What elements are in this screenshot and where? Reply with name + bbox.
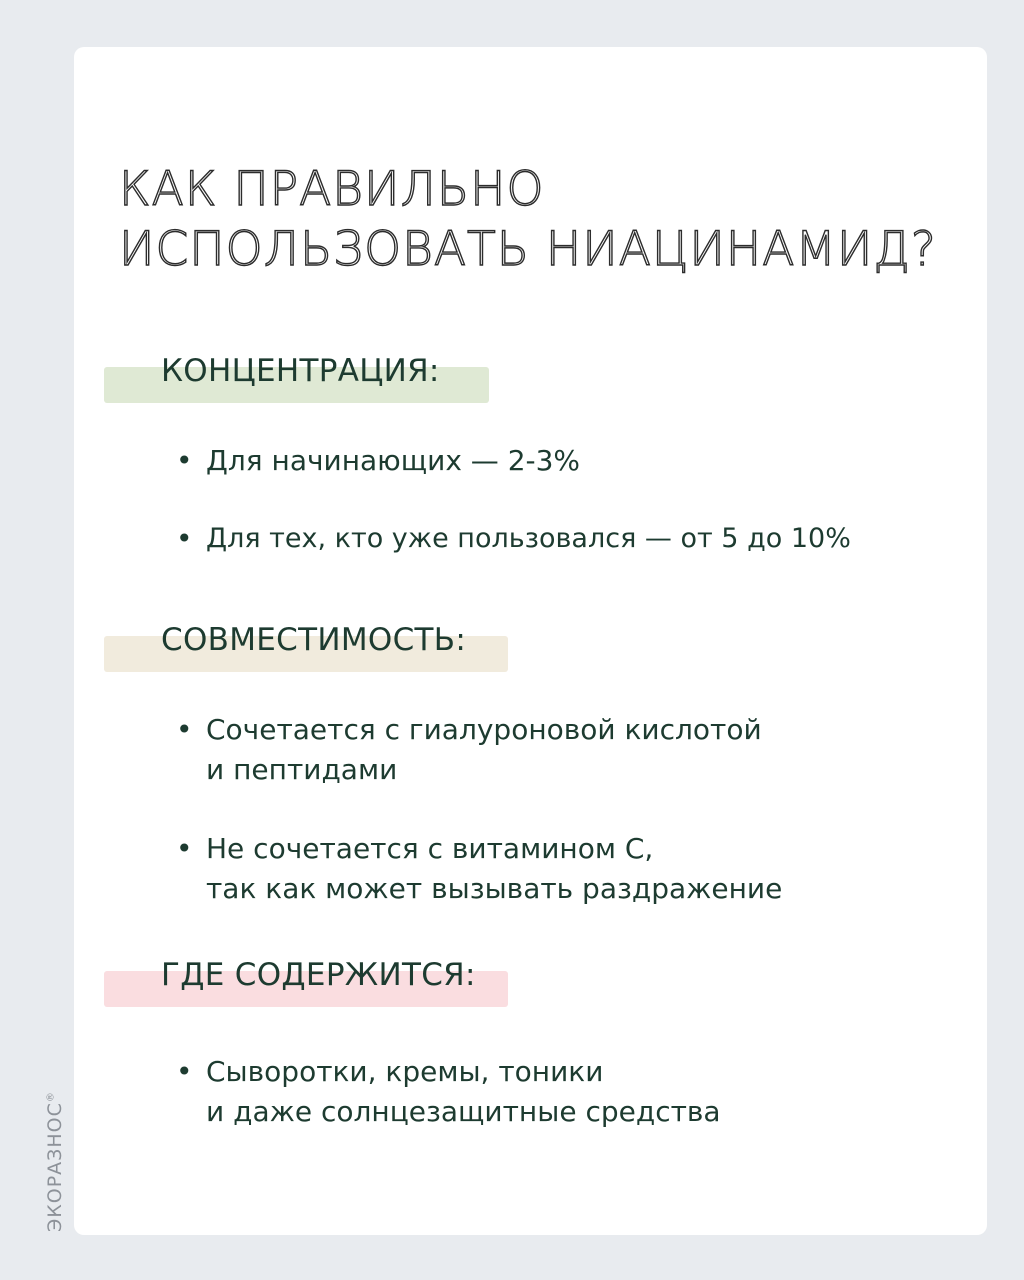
brand-logo bbox=[44, 1091, 66, 1232]
list-item-text: Для тех, кто уже пользовался — от 5 до 10% bbox=[206, 523, 851, 554]
list-item-text: и пептидами bbox=[206, 753, 398, 786]
list-item-text: Не сочетается с витамином С, bbox=[206, 832, 654, 865]
brand-name: ЭКОРАЗНОС bbox=[44, 1102, 66, 1232]
registered-mark: ® bbox=[45, 1091, 57, 1103]
bullet-icon: • bbox=[176, 522, 193, 555]
list-item-text: и даже солнцезащитные средства bbox=[206, 1095, 721, 1128]
section-heading-label: СОВМЕСТИМОСТЬ: bbox=[161, 622, 467, 658]
list-item-text: Для начинающих — 2-3% bbox=[206, 444, 581, 477]
list-item bbox=[176, 829, 782, 909]
list-item bbox=[176, 441, 580, 481]
list-item-text: так как может вызывать раздражение bbox=[206, 872, 783, 905]
section-heading-label: КОНЦЕНТРАЦИЯ: bbox=[161, 353, 440, 389]
list-item-text: Сочетается с гиалуроновой кислотой bbox=[206, 713, 762, 746]
list-item-text: Сыворотки, кремы, тоники bbox=[206, 1055, 604, 1088]
section-heading-label: ГДЕ СОДЕРЖИТСЯ: bbox=[161, 957, 476, 993]
page-title bbox=[119, 160, 937, 280]
bullet-icon: • bbox=[176, 713, 193, 746]
list-item bbox=[176, 519, 851, 559]
title-line-2: ИСПОЛЬЗОВАТЬ НИАЦИНАМИД? bbox=[119, 222, 937, 277]
list-item bbox=[176, 1052, 721, 1132]
bullet-icon: • bbox=[176, 444, 193, 477]
bullet-icon: • bbox=[176, 1055, 193, 1088]
list-item bbox=[176, 710, 762, 790]
bullet-icon: • bbox=[176, 832, 193, 865]
title-line-1: КАК ПРАВИЛЬНО bbox=[119, 162, 545, 217]
